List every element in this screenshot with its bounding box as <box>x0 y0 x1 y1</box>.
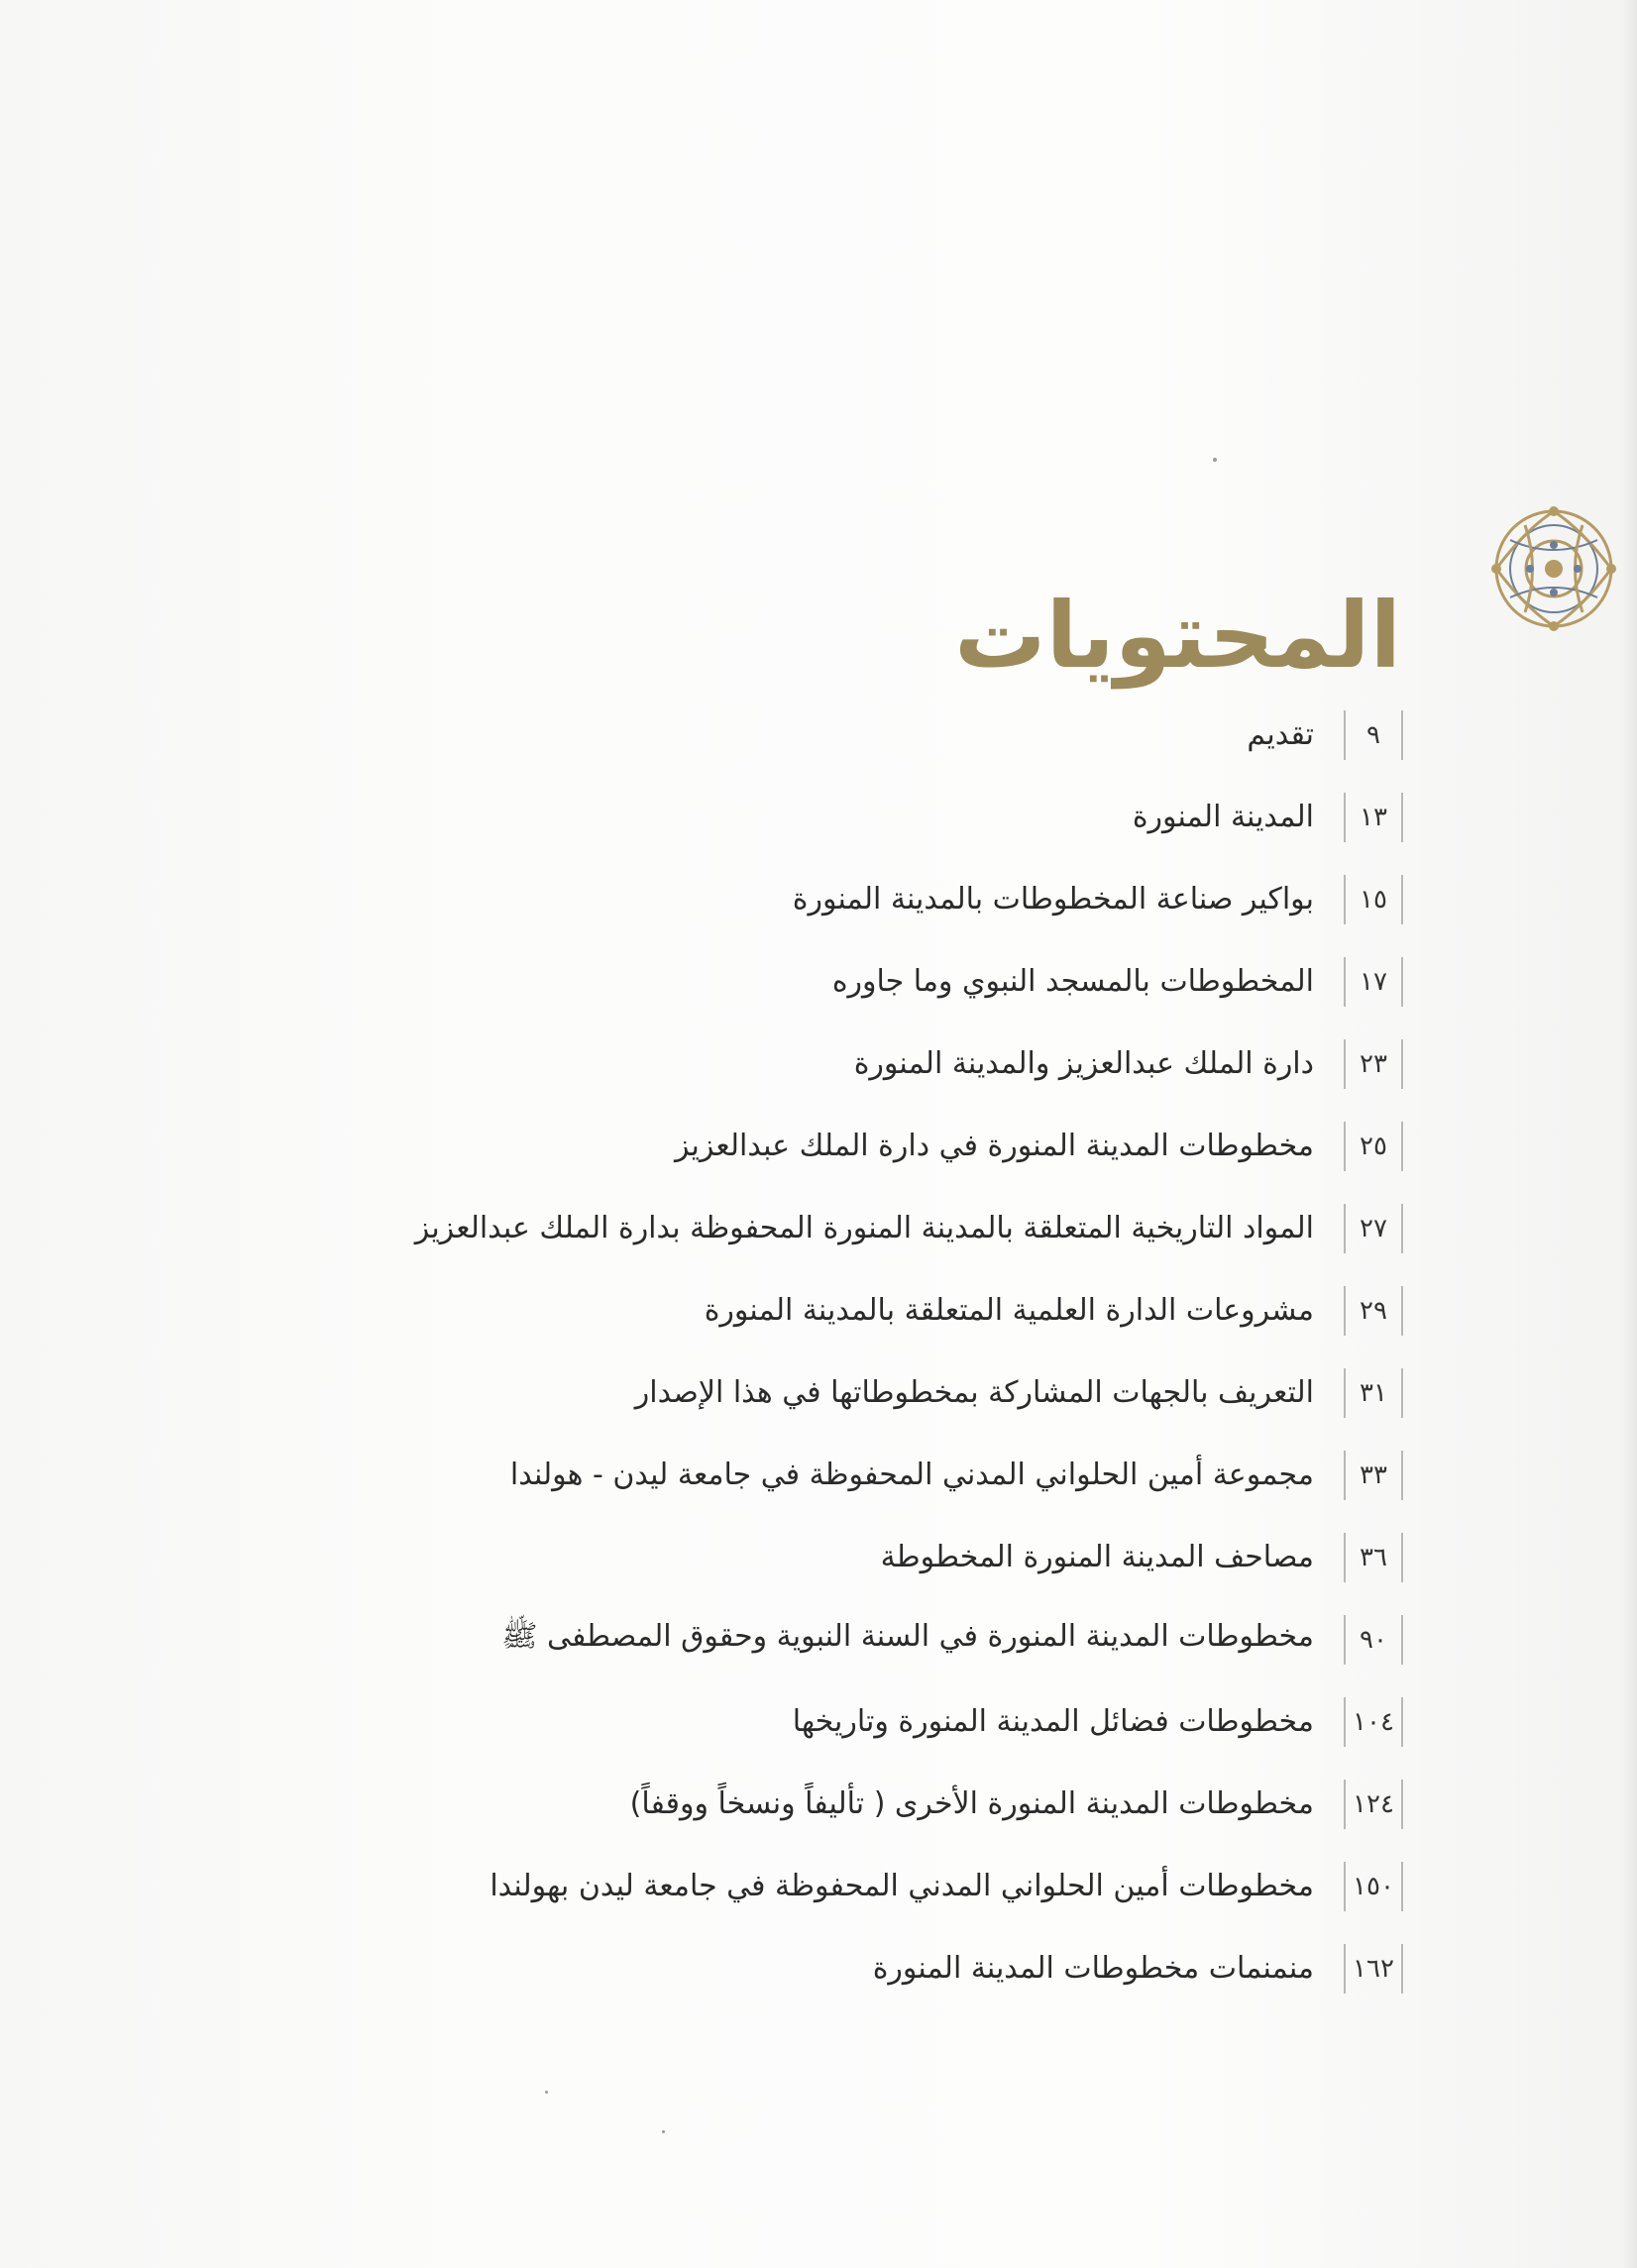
toc-page-number: ١٣ <box>1344 793 1403 842</box>
toc-page-number: ١٢٤ <box>1344 1780 1403 1829</box>
toc-page-number: ١٥٠ <box>1344 1862 1403 1911</box>
toc-entry-title: دارة الملك عبدالعزيز والمدينة المنورة <box>853 1046 1314 1081</box>
toc-entry-title: المواد التاريخية المتعلقة بالمدينة المنورة المحفوظة بدارة الملك عبدالعزيز <box>414 1211 1314 1245</box>
toc-entry <box>214 1516 1403 1598</box>
toc-entry <box>214 1269 1403 1351</box>
toc-entry <box>214 858 1403 940</box>
toc-entry-title: مخطوطات المدينة المنورة في دارة الملك عبدالعزيز <box>674 1129 1314 1163</box>
page-title: المحتويات <box>954 582 1401 689</box>
toc-entry-title: بواكير صناعة المخطوطات بالمدينة المنورة <box>792 882 1314 917</box>
toc-entry-title: التعريف بالجهات المشاركة بمخطوطاتها في هذا الإصدار <box>634 1375 1314 1410</box>
toc-entry-title: مخطوطات فضائل المدينة المنورة وتاريخها <box>792 1704 1314 1739</box>
toc-entry <box>214 1680 1403 1763</box>
paper-speck <box>662 2130 665 2133</box>
toc-entry <box>214 694 1403 776</box>
toc-page-number: ٢٥ <box>1344 1122 1403 1171</box>
toc-entry-title: مصاحف المدينة المنورة المخطوطة <box>880 1540 1314 1574</box>
toc-entry <box>214 1023 1403 1105</box>
arabesque-ornament-icon <box>1471 500 1637 637</box>
toc-entry-title: مشروعات الدارة العلمية المتعلقة بالمدينة المنورة <box>704 1293 1314 1328</box>
paper-speck <box>545 2091 548 2094</box>
toc-page-number: ٩ <box>1344 710 1403 760</box>
toc-page-number: ٩٠ <box>1344 1615 1403 1665</box>
toc-page-number: ٢٧ <box>1344 1204 1403 1253</box>
toc-entry-title: مخطوطات المدينة المنورة في السنة النبوية وحقوق المصطفى ﷺ <box>501 1619 1314 1654</box>
paper-speck <box>1213 458 1217 462</box>
toc-entry-title: تقديم <box>1247 717 1314 752</box>
toc-entry <box>214 940 1403 1023</box>
toc-entry <box>214 776 1403 858</box>
toc-page-number: ٣٦ <box>1344 1533 1403 1582</box>
toc-entry-title: مخطوطات أمين الحلواني المدني المحفوظة في جامعة ليدن بهولندا <box>490 1869 1314 1903</box>
toc-entry <box>214 1598 1403 1680</box>
toc-page-number: ٢٩ <box>1344 1286 1403 1336</box>
toc-entry <box>214 1434 1403 1516</box>
toc-entry <box>214 1763 1403 1845</box>
toc-entry-title: المخطوطات بالمسجد النبوي وما جاوره <box>831 964 1314 999</box>
toc-page-number: ١٧ <box>1344 957 1403 1007</box>
toc-page-number: ٣٣ <box>1344 1451 1403 1500</box>
toc-entry-title: المدينة المنورة <box>1132 800 1314 834</box>
toc-entry <box>214 1845 1403 1927</box>
toc-entry <box>214 1351 1403 1434</box>
toc-entry <box>214 1927 1403 2009</box>
toc-entry <box>214 1105 1403 1187</box>
toc-entry-title: منمنمات مخطوطات المدينة المنورة <box>872 1951 1314 1986</box>
toc-entry <box>214 1187 1403 1269</box>
table-of-contents <box>214 694 1403 2009</box>
toc-page-number: ١٥ <box>1344 875 1403 924</box>
toc-page-number: ١٠٤ <box>1344 1697 1403 1747</box>
toc-entry-title: مخطوطات المدينة المنورة الأخرى ( تأليفاً ونسخاً ووقفاً) <box>629 1786 1314 1821</box>
toc-page-number: ١٦٢ <box>1344 1944 1403 1994</box>
toc-page-number: ٣١ <box>1344 1368 1403 1418</box>
toc-page-number: ٢٣ <box>1344 1039 1403 1089</box>
page-edge-shadow <box>1623 0 1637 2268</box>
toc-entry-title: مجموعة أمين الحلواني المدني المحفوظة في جامعة ليدن - هولندا <box>509 1458 1314 1492</box>
